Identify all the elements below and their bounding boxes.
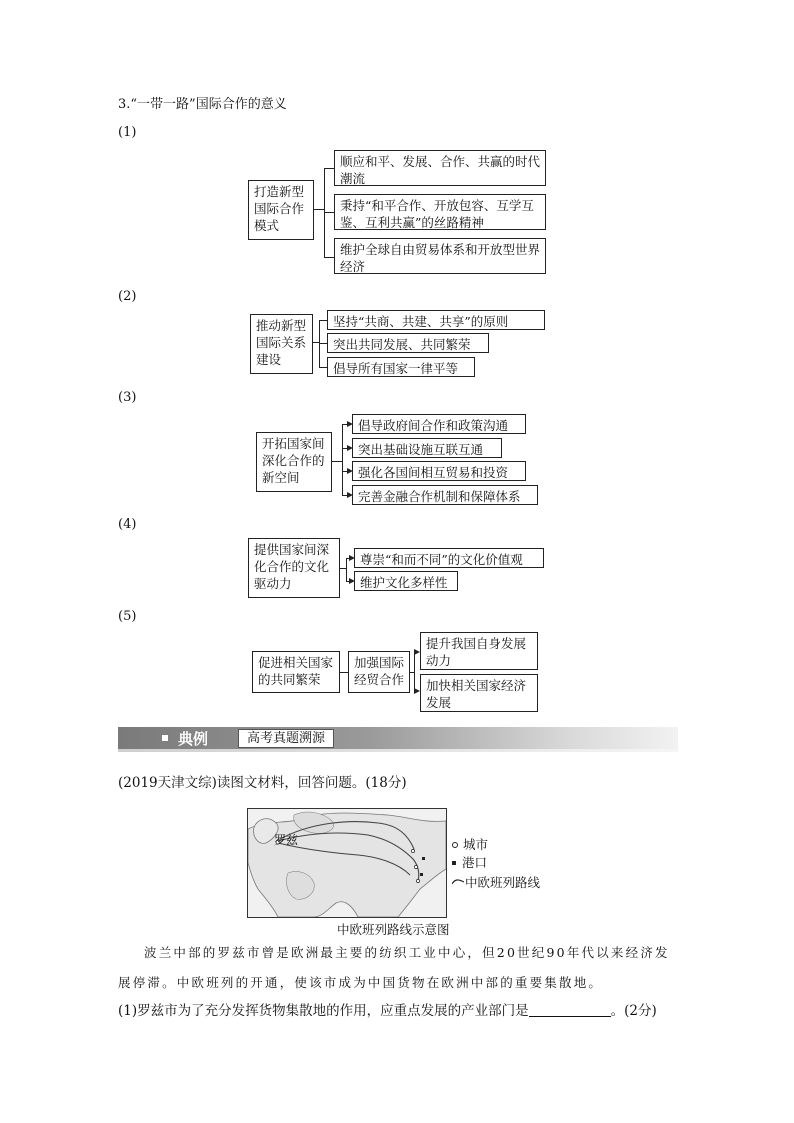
example-banner [118, 727, 678, 749]
diagram-3-branch-3: 强化各国间相互贸易和投资 [352, 461, 526, 481]
banner-tag: 高考真题溯源 [238, 729, 334, 748]
material-paragraph: 波兰中部的罗兹市曾是欧洲最主要的纺织工业中心，但20世纪90年代以来经济发展停滞。中欧班列的开通，使该市成为中国货物在欧洲中部的重要集散地。 [118, 945, 670, 990]
diagram-1-branch-2: 秉持“和平合作、开放包容、互学互鉴、互利共赢”的丝路精神 [334, 194, 546, 230]
diagram-5-branch-1: 提升我国自身发展动力 [420, 632, 538, 670]
diagram-1-label: (1) [118, 125, 137, 140]
diagram-4-root: 提供国家间深化合作的文化驱动力 [248, 538, 340, 598]
diagram-1-branch-3: 维护全球自由贸易体系和开放型世界经济 [334, 238, 546, 274]
diagram-3-label: (3) [118, 390, 137, 405]
square-icon [452, 861, 456, 865]
diagram-5-branch-2: 加快相关国家经济发展 [420, 674, 538, 712]
connector [346, 558, 347, 581]
question-1-text: (1)罗兹市为了充分发挥货物集散地的作用，应重点发展的产业部门是 [118, 1003, 529, 1019]
route-map [247, 808, 447, 918]
connector [319, 320, 327, 321]
connector [324, 257, 334, 258]
diagram-1-root: 打造新型国际合作模式 [248, 180, 314, 240]
connector [340, 672, 348, 673]
connector [319, 367, 327, 368]
diagram-2-label: (2) [118, 289, 137, 304]
diagram-5-root: 促进相关国家的共同繁荣 [252, 651, 340, 693]
diagram-3-branch-2: 突出基础设施互联互通 [352, 438, 502, 458]
map-caption: 中欧班列路线示意图 [337, 922, 450, 937]
legend-item-route: 中欧班列路线 [452, 872, 540, 892]
connector [314, 209, 324, 210]
diagram-2-branch-1: 坚持“共商、共建、共享”的原则 [327, 310, 545, 330]
square-icon [162, 735, 168, 741]
question-intro: (2019天津文综)读图文材料，回答问题。(18分) [118, 775, 407, 791]
circle-icon [452, 842, 458, 848]
diagram-5-middle: 加强国际经贸合作 [348, 651, 410, 693]
banner-title: 典例 [178, 730, 209, 748]
diagram-1-branch-1: 顺应和平、发展、合作、共赢的时代潮流 [334, 150, 546, 186]
question-1-score: 。(2分) [610, 1003, 657, 1019]
diagram-3-root: 开拓国家间深化合作的新空间 [256, 432, 332, 492]
legend-item-city: 城市 [452, 836, 540, 854]
connector [324, 168, 334, 169]
map-legend [452, 836, 540, 892]
diagram-2-branch-2: 突出共同发展、共同繁荣 [327, 333, 489, 353]
banner-underline [118, 749, 678, 752]
connector [319, 320, 320, 368]
map-graphic [248, 809, 446, 917]
connector [414, 652, 415, 692]
question-1 [118, 1002, 657, 1020]
legend-item-port: 港口 [452, 854, 540, 872]
diagram-4-branch-2: 维护文化多样性 [354, 571, 458, 591]
diagram-4-label: (4) [118, 517, 137, 532]
city-label: 罗兹 [274, 833, 299, 847]
route-line-icon [452, 872, 464, 878]
connector [324, 212, 334, 213]
connector [342, 424, 343, 495]
connector [332, 461, 342, 462]
diagram-3-branch-1: 倡导政府间合作和政策沟通 [352, 414, 526, 434]
diagram-4-branch-1: 尊崇“和而不同”的文化价值观 [354, 548, 544, 568]
diagram-2-root: 推动新型国际关系建设 [250, 314, 313, 374]
diagram-5-label: (5) [118, 609, 137, 624]
answer-blank[interactable] [529, 1003, 611, 1017]
section-title: 3.“一带一路”国际合作的意义 [118, 97, 287, 112]
diagram-2-branch-3: 倡导所有国家一律平等 [327, 357, 475, 377]
connector [319, 343, 327, 344]
diagram-3-branch-4: 完善金融合作机制和保障体系 [352, 485, 538, 505]
